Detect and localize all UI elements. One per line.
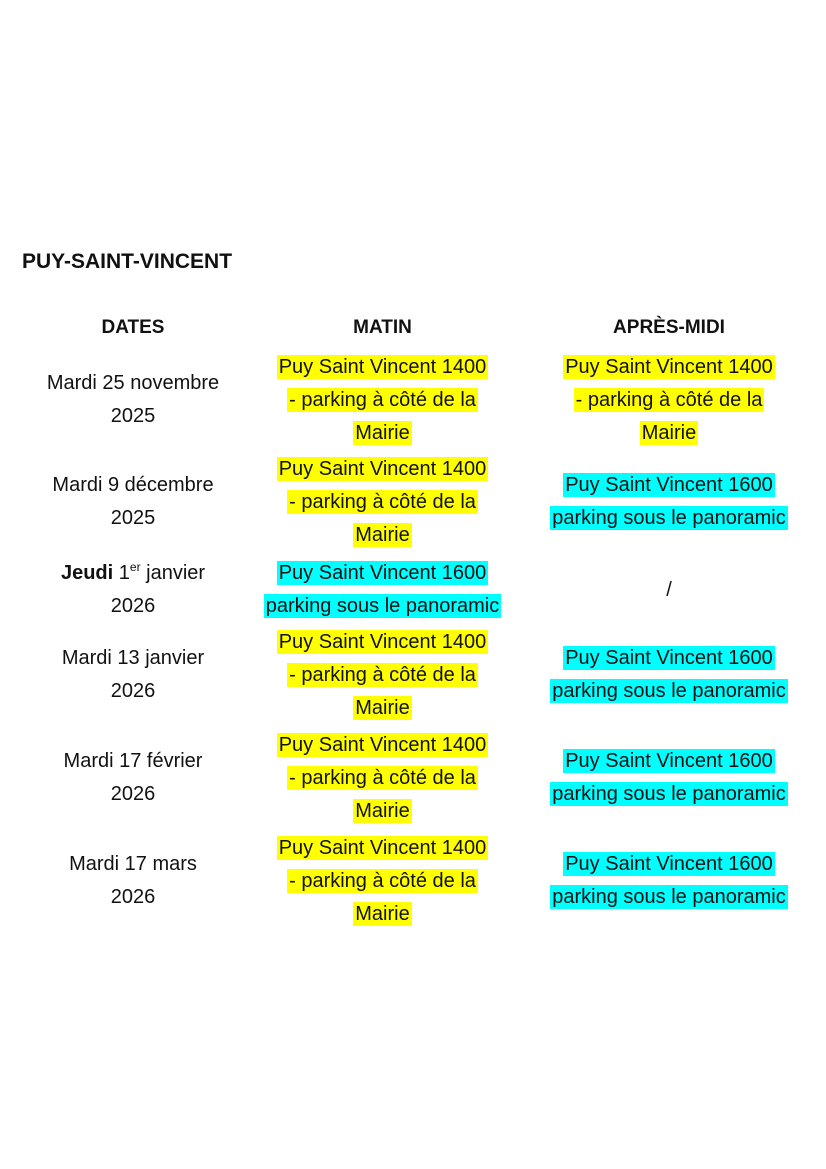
matin-line: Puy Saint Vincent 1400 (278, 630, 487, 653)
apres-midi-line: Puy Saint Vincent 1600 (565, 750, 773, 772)
date-cell (28, 452, 238, 552)
date-cell (28, 555, 238, 625)
matin-cell (245, 625, 520, 725)
date-cell (28, 831, 238, 931)
date-line-2: 2025 (110, 405, 156, 427)
matin-line: - parking à côté de la (289, 663, 476, 686)
matin-line: Mairie (355, 421, 410, 444)
matin-line: Puy Saint Vincent 1400 (278, 355, 487, 378)
date-day: 1 (118, 562, 130, 584)
date-line-2: 2025 (110, 507, 156, 529)
apres-midi-line: Puy Saint Vincent 1600 (565, 853, 773, 875)
date-line-1 (61, 557, 205, 590)
apres-midi-cell (532, 452, 806, 552)
date-cell (28, 728, 238, 828)
date-line-2: 2026 (110, 680, 156, 702)
matin-line: Mairie (355, 902, 410, 925)
schedule-row (0, 555, 826, 625)
matin-line: - parking à côté de la (289, 388, 476, 411)
date-line-1: Mardi 25 novembre (46, 372, 220, 394)
date-cell (28, 625, 238, 725)
matin-cell (245, 728, 520, 828)
matin-line: parking sous le panoramic (265, 595, 500, 617)
date-line-2: 2026 (110, 886, 156, 908)
matin-line: Puy Saint Vincent 1400 (278, 733, 487, 756)
date-line-1: Mardi 17 février (63, 750, 203, 772)
apres-midi-line: parking sous le panoramic (552, 507, 786, 529)
date-line-2: 2026 (110, 783, 156, 805)
matin-cell (245, 452, 520, 552)
empty-slot-slash: / (666, 578, 672, 601)
date-ordinal: er (129, 560, 141, 574)
apres-midi-line: Puy Saint Vincent 1600 (565, 474, 773, 496)
apres-midi-cell (532, 728, 806, 828)
schedule-row (0, 625, 826, 725)
column-header-matin: MATIN (353, 317, 412, 338)
matin-line: - parking à côté de la (289, 490, 476, 513)
date-month: janvier (146, 562, 206, 584)
apres-midi-line: Puy Saint Vincent 1400 (565, 355, 773, 378)
matin-line: Mairie (355, 523, 410, 546)
page-title: PUY-SAINT-VINCENT (22, 250, 233, 273)
matin-line: Mairie (355, 799, 410, 822)
date-cell (28, 350, 238, 450)
column-header-dates: DATES (101, 317, 165, 338)
apres-midi-cell (532, 350, 806, 450)
schedule-row (0, 452, 826, 552)
matin-line: Mairie (355, 696, 410, 719)
apres-midi-line: parking sous le panoramic (552, 680, 786, 702)
date-line-1: Mardi 17 mars (69, 853, 197, 875)
schedule-row (0, 728, 826, 828)
apres-midi-line: Puy Saint Vincent 1600 (565, 647, 773, 669)
matin-cell (245, 831, 520, 931)
apres-midi-cell (532, 625, 806, 725)
date-line-1: Mardi 13 janvier (61, 647, 205, 669)
date-line-2: 2026 (110, 595, 156, 617)
date-weekday: Jeudi (60, 562, 114, 584)
matin-line: Puy Saint Vincent 1400 (278, 836, 487, 859)
apres-midi-cell (532, 831, 806, 931)
apres-midi-line: - parking à côté de la (575, 388, 763, 411)
apres-midi-line: parking sous le panoramic (552, 783, 786, 805)
schedule-row (0, 831, 826, 931)
apres-midi-cell (532, 555, 806, 625)
matin-line: Puy Saint Vincent 1400 (278, 457, 487, 480)
matin-line: Puy Saint Vincent 1600 (278, 562, 487, 584)
matin-cell (245, 350, 520, 450)
apres-midi-line: parking sous le panoramic (552, 886, 786, 908)
column-header-apres-midi: APRÈS-MIDI (613, 317, 725, 338)
matin-line: - parking à côté de la (289, 766, 476, 789)
schedule-row (0, 350, 826, 450)
matin-cell (245, 555, 520, 625)
apres-midi-line: Mairie (641, 421, 697, 444)
matin-line: - parking à côté de la (289, 869, 476, 892)
date-line-1: Mardi 9 décembre (52, 474, 214, 496)
